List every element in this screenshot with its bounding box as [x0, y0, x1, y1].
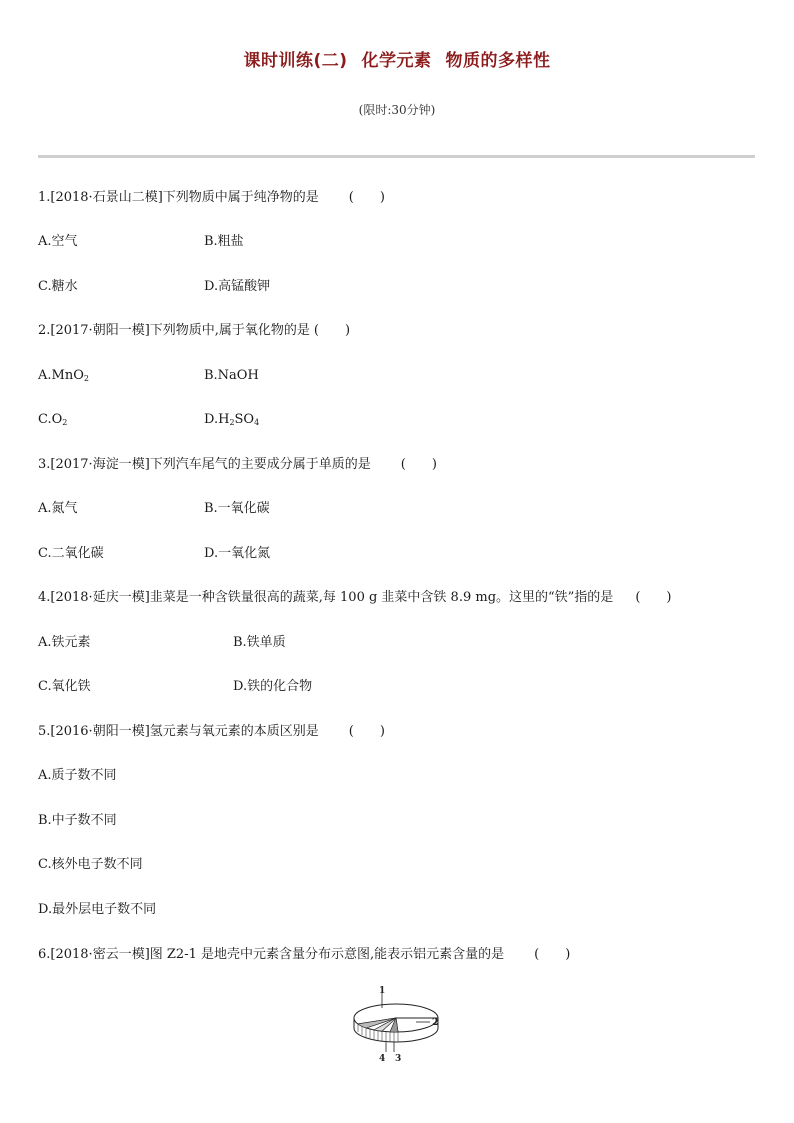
page-title: [0, 46, 794, 71]
question-2-option-a: A.MnO$_2$: [38, 368, 89, 383]
title-topic-1: 化学元素: [361, 51, 432, 71]
question-3-option-a: A.氮气: [38, 501, 78, 516]
question-4-option-b: B.铁单质: [233, 635, 286, 650]
header-divider: [38, 155, 755, 158]
question-2-stem: 2.[2017·朝阳一模]下列物质中,属于氧化物的是 ( ): [38, 323, 351, 338]
question-5-option-c: C.核外电子数不同: [38, 857, 143, 872]
question-5-stem: 5.[2016·朝阳一模]氢元素与氧元素的本质区别是 ( ): [38, 724, 385, 739]
answer-blank: ( ): [313, 323, 351, 338]
question-4-option-a: A.铁元素: [38, 635, 91, 650]
answer-blank: ( ): [348, 190, 385, 205]
question-5-option-a: A.质子数不同: [38, 768, 117, 783]
question-4-option-d: D.铁的化合物: [233, 679, 313, 694]
question-2-option-c: $C.O_2$: [38, 412, 68, 427]
answer-blank: ( ): [635, 590, 672, 605]
question-1-option-c: C.糖水: [38, 279, 78, 294]
question-1-stem: 1.[2018·石景山二模]下列物质中属于纯净物的是 ( ): [38, 190, 385, 205]
question-5-option-b: B.中子数不同: [38, 813, 117, 828]
figure-label-2: 2: [432, 1018, 439, 1028]
answer-blank: ( ): [534, 947, 571, 962]
question-3-option-d: D.一氧化氮: [204, 546, 271, 561]
question-4-option-c: C.氧化铁: [38, 679, 91, 694]
question-1-option-a: A.空气: [38, 234, 78, 249]
question-1-option-b: B.粗盐: [204, 234, 244, 249]
question-4-stem: 4.[2018·延庆一模]韭菜是一种含铁量很高的蔬菜,每 100 g 韭菜中含铁 8.9 mg。这里的“铁”指的是 ( ): [38, 590, 672, 605]
question-3-option-c: C.二氧化碳: [38, 546, 104, 561]
crust-element-pie-figure: [346, 984, 446, 1064]
question-1-option-d: D.高锰酸钾: [204, 279, 271, 294]
question-2-option-b: B.NaOH: [204, 368, 259, 383]
figure-label-4: 4: [379, 1054, 386, 1064]
figure-label-1: 1: [379, 986, 386, 996]
question-3-option-b: B.一氧化碳: [204, 501, 270, 516]
question-3-stem: 3.[2017·海淀一模]下列汽车尾气的主要成分属于单质的是 ( ): [38, 457, 437, 472]
title-lesson: 课时训练(二): [243, 51, 348, 71]
answer-blank: ( ): [400, 457, 437, 472]
figure-label-3: 3: [395, 1054, 402, 1064]
question-2-option-d: $D.H_2SO_4$: [204, 412, 260, 427]
title-topic-2: 物质的多样性: [445, 51, 551, 71]
time-limit: (限时:30分钟): [358, 103, 436, 117]
question-5-option-d: D.最外层电子数不同: [38, 902, 157, 917]
answer-blank: ( ): [348, 724, 385, 739]
question-6-stem: 6.[2018·密云一模]图 Z2-1 是地壳中元素含量分布示意图,能表示铝元素含量的是 ( ): [38, 947, 571, 962]
